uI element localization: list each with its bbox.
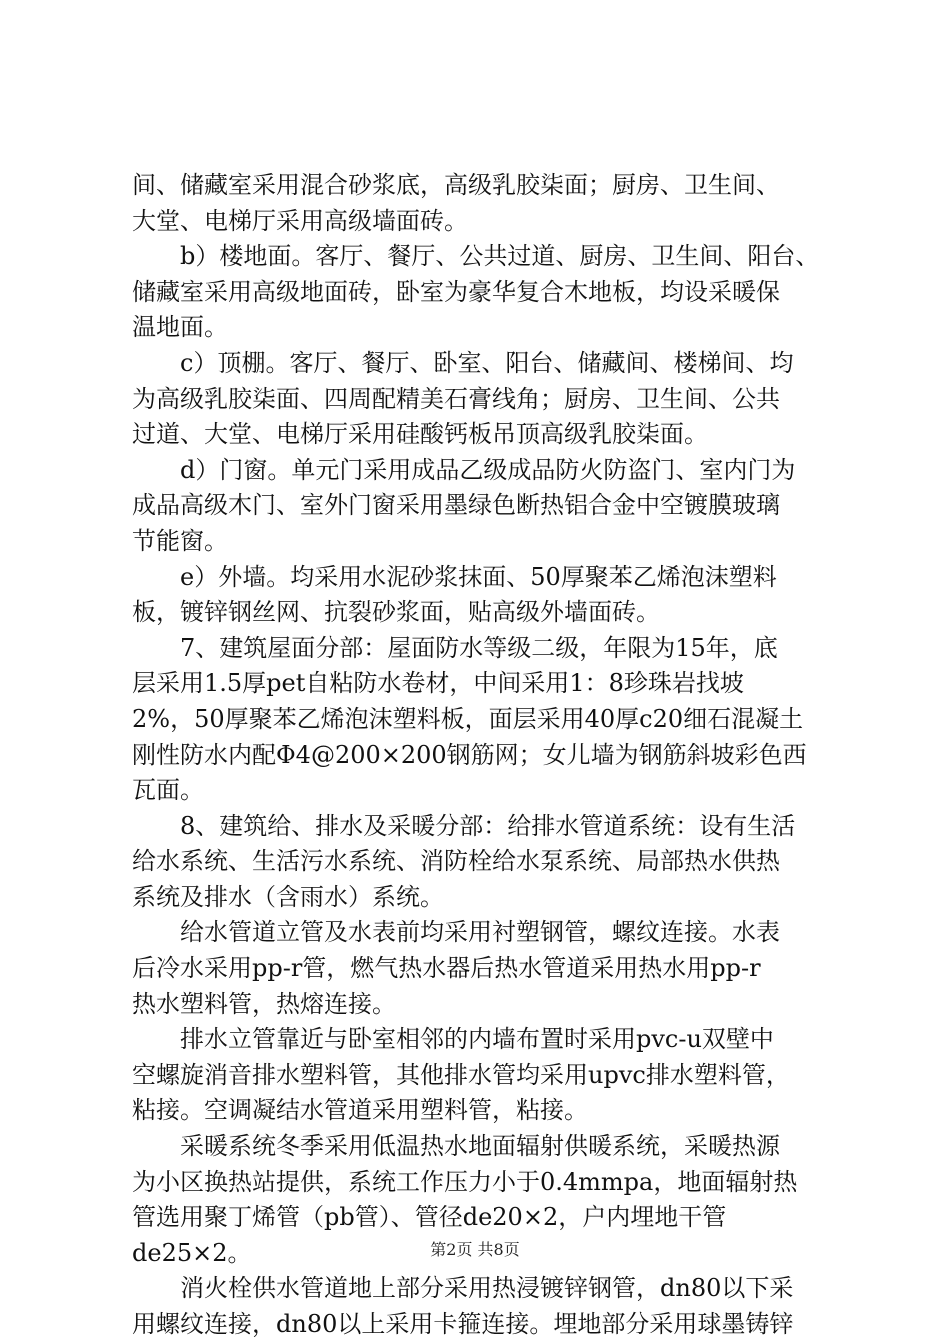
text-line: 为高级乳胶柒面、四周配精美石膏线角；厨房、卫生间、公共 [132,384,780,413]
text-line: 为小区换热站提供，系统工作压力小于0.4mmpa，地面辐射热 [132,1167,798,1196]
text-line: 给水系统、生活污水系统、消防栓给水泵系统、局部热水供热 [132,847,780,876]
text-line: 粘接。空调凝结水管道采用塑料管，粘接。 [132,1096,588,1125]
text-line: 板，镀锌钢丝网、抗裂砂浆面，贴高级外墙面砖。 [132,598,660,627]
text-line: 系统及排水（含雨水）系统。 [132,882,444,911]
text-line: 空螺旋消音排水塑料管，其他排水管均采用upvc排水塑料管， [132,1060,790,1089]
text-line: e）外墙。均采用水泥砂浆抹面、50厚聚苯乙烯泡沫塑料 [180,562,777,591]
text-line: 间、储藏室采用混合砂浆底，高级乳胶柒面；厨房、卫生间、 [132,171,780,199]
text-line: de25×2。 [132,1238,252,1267]
text-line: c）顶棚。客厅、餐厅、卧室、阳台、储藏间、楼梯间、均 [180,348,794,377]
text-line: d）门窗。单元门采用成品乙级成品防火防盗门、室内门为 [180,455,796,484]
text-line: 成品高级木门、室外门窗采用墨绿色断热铝合金中空镀膜玻璃 [132,491,780,520]
text-line: 给水管道立管及水表前均采用衬塑钢管，螺纹连接。水表 [180,918,780,947]
text-line: 采暖系统冬季采用低温热水地面辐射供暖系统，采暖热源 [180,1132,780,1161]
text-line: 瓦面。 [132,776,204,805]
text-line: 节能窗。 [132,526,228,555]
text-line: 大堂、电梯厅采用高级墙面砖。 [132,206,468,235]
text-line: 后冷水采用pp-r管，燃气热水器后热水管道采用热水用pp-r [132,954,761,983]
text-line: 用螺纹连接，dn80以上采用卡箍连接。埋地部分采用球墨铸锌 [132,1310,794,1338]
text-line: 2%，50厚聚苯乙烯泡沫塑料板，面层采用40厚c20细石混凝土 [132,704,804,733]
page-footer: 第2页 共8页 [430,1240,520,1259]
text-line: 管选用聚丁烯管（pb管）、管径de20×2，户内埋地干管 [132,1203,727,1232]
document-body [132,168,832,1343]
text-line: 刚性防水内配Φ4@200×200钢筋网；女儿墙为钢筋斜坡彩色西 [132,740,807,769]
text-line: 层采用1.5厚pet自粘防水卷材，中间采用1：8珍珠岩找坡 [132,669,744,698]
text-line: 热水塑料管，热熔连接。 [132,989,396,1018]
text-line: 7、建筑屋面分部：屋面防水等级二级，年限为15年，底 [180,633,778,662]
text-line: b）楼地面。客厅、餐厅、公共过道、厨房、卫生间、阳台、 [180,242,820,271]
text-line: 储藏室采用高级地面砖，卧室为豪华复合木地板，均设采暖保 [132,277,780,306]
text-line: 消火栓供水管道地上部分采用热浸镀锌钢管，dn80以下采 [180,1274,794,1303]
text-line: 温地面。 [132,313,228,342]
text-line: 排水立管靠近与卧室相邻的内墙布置时采用pvc-u双壁中 [180,1025,774,1054]
text-line: 过道、大堂、电梯厅采用硅酸钙板吊顶高级乳胶柒面。 [132,420,708,449]
text-line: 8、建筑给、排水及采暖分部：给排水管道系统：设有生活 [180,811,796,840]
